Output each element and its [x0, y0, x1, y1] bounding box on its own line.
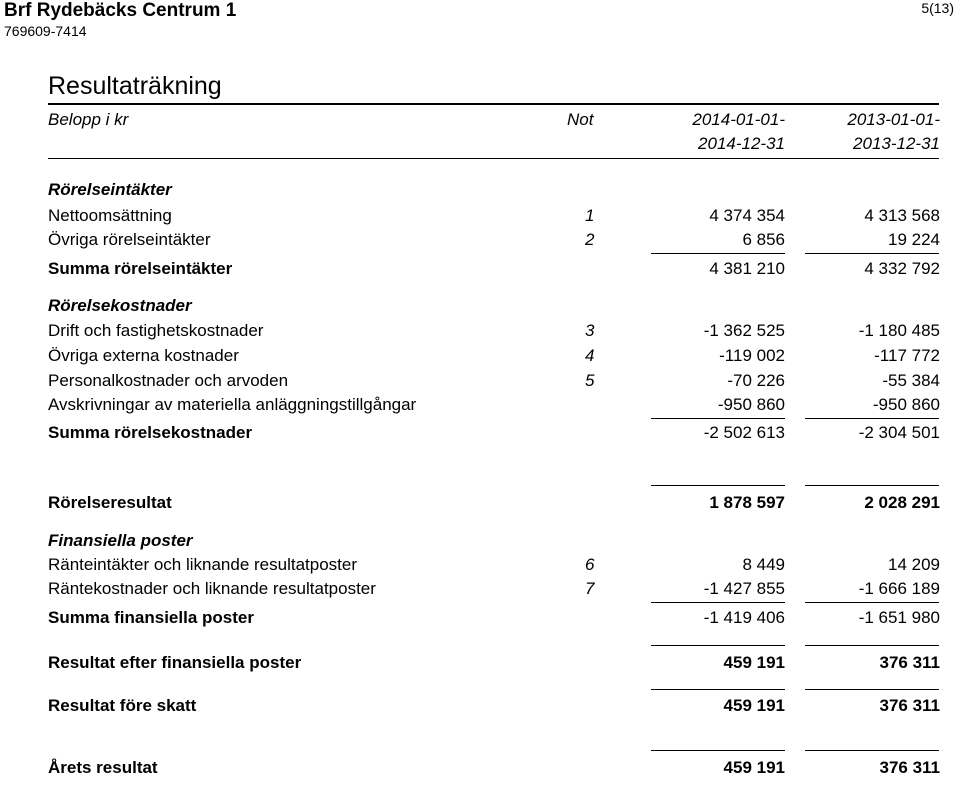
subtotal-label: Summa finansiella poster [48, 608, 254, 627]
net-result-label: Årets resultat [48, 758, 158, 777]
total-rule [651, 750, 785, 751]
total-rule [651, 485, 785, 486]
total-rule [651, 645, 785, 646]
amount-2014: 4 381 210 [709, 259, 785, 278]
title-divider [48, 103, 939, 105]
note-reference: 6 [585, 555, 595, 574]
amount-2014: -1 427 855 [703, 579, 785, 598]
section-heading: Rörelsekostnader [48, 296, 192, 315]
line-item-label: Drift och fastighetskostnader [48, 321, 264, 340]
section-heading-row [0, 531, 960, 553]
line-item-label: Nettoomsättning [48, 206, 172, 225]
subtotal-row [0, 423, 960, 445]
note-reference: 4 [585, 346, 595, 365]
amount-2013: -117 772 [874, 346, 940, 365]
amount-2014: 8 449 [742, 555, 785, 574]
note-reference: 5 [585, 371, 595, 390]
amount-2014: 4 374 354 [709, 206, 785, 225]
amount-2014: -1 419 406 [703, 608, 785, 627]
total-rule [805, 750, 939, 751]
note-column-header: Not [567, 110, 594, 129]
total-label: Resultat före skatt [48, 696, 197, 715]
total-label: Rörelseresultat [48, 493, 172, 512]
subtotal-row [0, 259, 960, 281]
note-reference: 3 [585, 321, 595, 340]
section-heading: Finansiella poster [48, 531, 193, 550]
amount-2014: 459 191 [723, 758, 785, 777]
amount-2013: 2 028 291 [864, 493, 940, 512]
amount-2014: -1 362 525 [703, 321, 785, 340]
line-item-row [0, 395, 960, 417]
line-item-row [0, 579, 960, 601]
period-2013-header-start: 2013-01-01- [847, 110, 940, 129]
total-label: Resultat efter finansiella poster [48, 653, 302, 672]
organization-name: Brf Rydebäcks Centrum 1 [4, 0, 237, 21]
amount-2013: 4 332 792 [864, 259, 940, 278]
amount-unit-label: Belopp i kr [48, 110, 129, 129]
amount-2014: 6 856 [742, 230, 785, 249]
subtotal-rule [805, 602, 939, 603]
line-item-label: Räntekostnader och liknande resultatposter [48, 579, 376, 598]
total-rule [651, 689, 785, 690]
subtotal-rule [805, 253, 939, 254]
subtotal-row [0, 608, 960, 630]
line-item-label: Övriga rörelseintäkter [48, 230, 211, 249]
total-rule [805, 485, 939, 486]
line-item-row [0, 346, 960, 368]
subtotal-rule [805, 418, 939, 419]
document-title: Resultaträkning [48, 72, 222, 100]
section-heading: Rörelseintäkter [48, 180, 172, 199]
amount-2014: 459 191 [723, 653, 785, 672]
line-item-row [0, 321, 960, 343]
total-row [0, 653, 960, 675]
amount-2013: -2 304 501 [858, 423, 940, 442]
amount-2013: -950 860 [872, 395, 940, 414]
amount-2013: -1 180 485 [858, 321, 940, 340]
line-item-label: Personalkostnader och arvoden [48, 371, 289, 390]
amount-2013: 4 313 568 [864, 206, 940, 225]
net-result-row [0, 758, 960, 780]
amount-2013: -1 666 189 [858, 579, 940, 598]
note-reference: 1 [585, 206, 595, 225]
note-reference: 2 [585, 230, 595, 249]
line-item-row [0, 555, 960, 577]
total-row [0, 696, 960, 718]
total-rule [805, 689, 939, 690]
amount-2013: 19 224 [888, 230, 940, 249]
subtotal-rule [651, 602, 785, 603]
line-item-label: Avskrivningar av materiella anläggningstillgångar [48, 395, 417, 414]
amount-2013: 376 311 [879, 696, 940, 715]
subtotal-label: Summa rörelseintäkter [48, 259, 233, 278]
organization-number: 769609-7414 [4, 23, 87, 39]
line-item-row [0, 371, 960, 393]
amount-2014: 459 191 [723, 696, 785, 715]
line-item-label: Övriga externa kostnader [48, 346, 239, 365]
period-2014-header-end: 2014-12-31 [698, 134, 785, 153]
section-heading-row [0, 296, 960, 318]
amount-2014: -70 226 [727, 371, 785, 390]
amount-2013: 14 209 [888, 555, 940, 574]
line-item-label: Ränteintäkter och liknande resultatposter [48, 555, 358, 574]
period-2013-header-end: 2013-12-31 [853, 134, 940, 153]
header-divider [48, 158, 939, 159]
page-number: 5(13) [921, 0, 954, 16]
subtotal-label: Summa rörelsekostnader [48, 423, 253, 442]
subtotal-rule [651, 418, 785, 419]
total-row [0, 493, 960, 515]
section-heading-row [0, 180, 960, 202]
line-item-row [0, 206, 960, 228]
amount-2014: -119 002 [719, 346, 785, 365]
note-reference: 7 [585, 579, 595, 598]
amount-2013: -1 651 980 [858, 608, 940, 627]
subtotal-rule [651, 253, 785, 254]
amount-2013: 376 311 [879, 758, 940, 777]
total-rule [805, 645, 939, 646]
amount-2013: 376 311 [879, 653, 940, 672]
amount-2013: -55 384 [882, 371, 940, 390]
period-2014-header-start: 2014-01-01- [692, 110, 785, 129]
line-item-row [0, 230, 960, 252]
amount-2014: -2 502 613 [703, 423, 785, 442]
amount-2014: -950 860 [717, 395, 785, 414]
amount-2014: 1 878 597 [709, 493, 785, 512]
